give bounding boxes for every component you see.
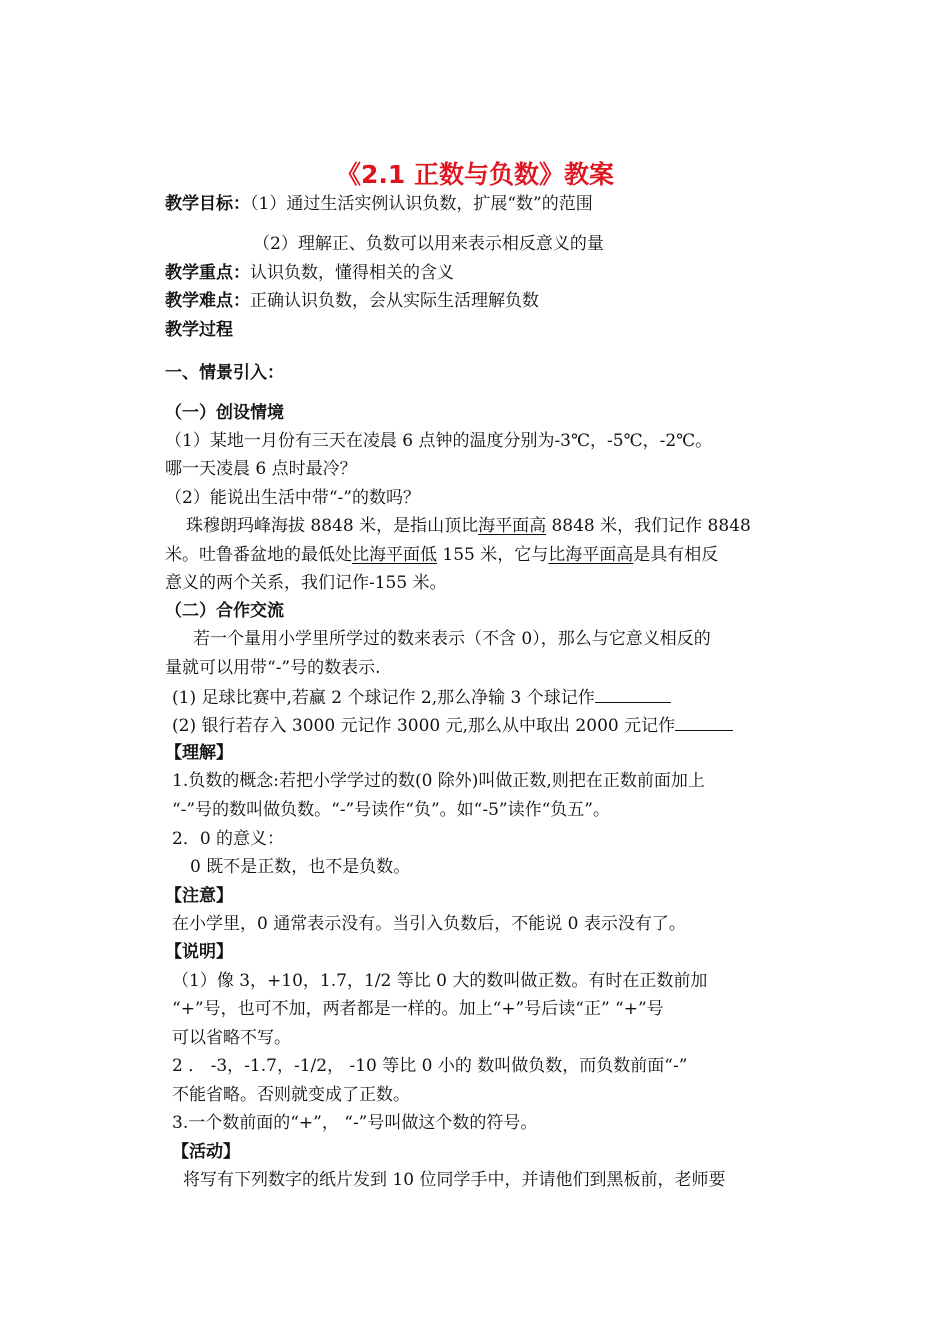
goals-item-1: （1）通过生活实例认识负数，扩展“数”的范围 (250, 194, 593, 214)
understand-heading: 【理解】 (165, 743, 233, 763)
sub-2-heading: （二）合作交流 (165, 601, 284, 621)
explain-heading: 【说明】 (165, 942, 233, 962)
text-run: 是具有相反 (633, 545, 719, 565)
goals-line-1 (165, 193, 593, 215)
underlined-text: 比海平面低 (352, 545, 437, 565)
text-run: 8848 米，我们记作 8848 (546, 516, 751, 536)
activity-heading: 【活动】 (172, 1142, 240, 1162)
activity-line-1: 将写有下列数字的纸片发到 10 位同学手中，并请他们到黑板前，老师要 (183, 1170, 726, 1190)
goals-item-2: （2）理解正、负数可以用来表示相反意义的量 (253, 234, 604, 254)
sub-1-heading: （一）创设情境 (165, 403, 284, 423)
document-title: 《2.1 正数与负数》教案 (336, 160, 614, 189)
understand-line-2: “-”号的数叫做负数。“-”号读作“负”。如“-5”读作“负五”。 (172, 800, 610, 820)
note-line-1: 在小学里，0 通常表示没有。当引入负数后，不能说 0 表示没有了。 (172, 914, 686, 934)
difficulty-text: 正确认识负数，会从实际生活理解负数 (250, 291, 539, 311)
exercise-2 (172, 714, 733, 737)
note-heading: 【注意】 (165, 886, 233, 906)
explain-line-4: 2 ． -3，-1.7，-1/2， -10 等比 0 小的 数叫做负数，而负数前面“-” (172, 1056, 688, 1076)
process-heading: 教学过程 (165, 320, 233, 340)
sub-1-question-2: （2）能说出生活中带“-”的数吗？ (165, 488, 420, 508)
text-run: 米。吐鲁番盆地的最低处 (165, 545, 352, 565)
difficulty-line (165, 290, 539, 312)
sub-1-paragraph-line-2 (165, 544, 718, 566)
underlined-text: 海平面高 (478, 516, 547, 536)
key-point-line (165, 262, 454, 284)
key-point-label: 教学重点： (165, 263, 250, 283)
difficulty-label: 教学难点： (165, 291, 250, 311)
sub-1-paragraph-line-1 (186, 515, 751, 537)
explain-line-1: （1）像 3，+10，1.7，1/2 等比 0 大的数叫做正数。有时在正数前加 (172, 971, 708, 991)
exercise-2-text: (2) 银行若存入 3000 元记作 3000 元,那么从中取出 2000 元记作 (172, 716, 676, 736)
underlined-text: 比海平面高 (548, 545, 634, 565)
explain-line-5: 不能省略。否则就变成了正数。 (172, 1085, 410, 1105)
text-run: 155 米，它与 (437, 545, 549, 565)
answer-blank-1[interactable] (595, 686, 671, 703)
text-run: 珠穆朗玛峰海拔 8848 米，是指山顶比 (186, 516, 479, 536)
understand-line-4: 0 既不是正数，也不是负数。 (190, 857, 411, 877)
sub-2-paragraph-line-1: 若一个量用小学里所学过的数来表示（不含 0），那么与它意义相反的 (193, 629, 711, 649)
goals-label: 教学目标： (165, 194, 250, 214)
sub-1-question-1a: （1）某地一月份有三天在凌晨 6 点钟的温度分别为-3℃，-5℃，-2℃。 (165, 431, 713, 451)
sub-2-paragraph-line-2: 量就可以用带“-”号的数表示. (165, 658, 381, 678)
exercise-1 (172, 686, 671, 709)
exercise-1-text: (1) 足球比赛中,若赢 2 个球记作 2,那么净输 3 个球记作 (172, 688, 595, 708)
key-point-text: 认识负数，懂得相关的含义 (250, 263, 454, 283)
sub-1-paragraph-line-3: 意义的两个关系，我们记作-155 米。 (165, 573, 447, 593)
section-1-heading: 一、情景引入： (165, 363, 284, 383)
explain-line-3: 可以省略不写。 (172, 1028, 291, 1048)
answer-blank-2[interactable] (675, 714, 733, 731)
explain-line-6: 3.一个数前面的“+”， “-”号叫做这个数的符号。 (172, 1113, 538, 1133)
understand-line-1: 1.负数的概念:若把小学学过的数(0 除外)叫做正数,则把在正数前面加上 (172, 771, 705, 791)
understand-line-3: 2．0 的意义： (172, 829, 285, 849)
sub-1-question-1b: 哪一天凌晨 6 点时最冷？ (165, 459, 357, 479)
explain-line-2: “+”号，也可不加，两者都是一样的。加上“+”号后读“正” “+”号 (172, 999, 664, 1019)
